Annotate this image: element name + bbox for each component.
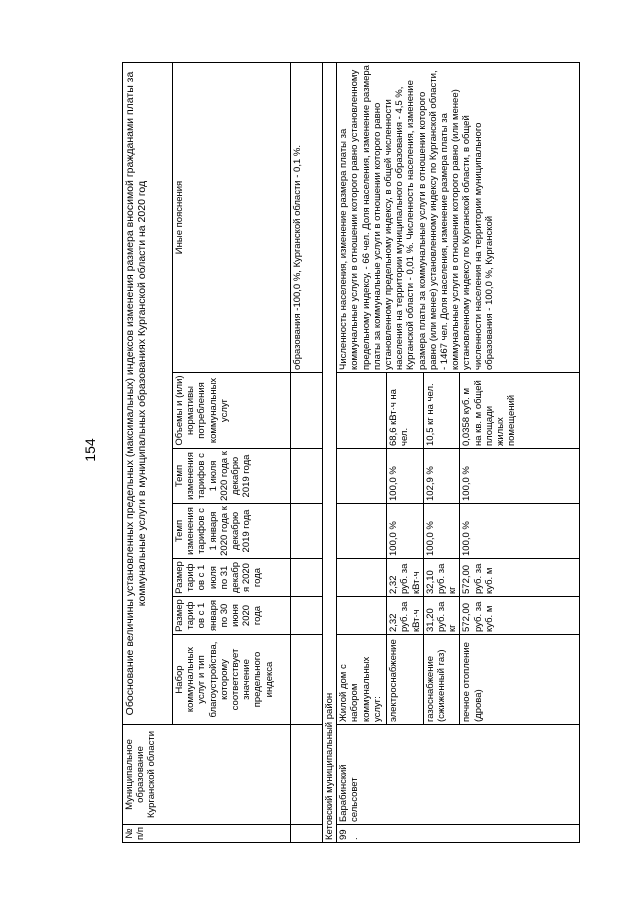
carry-volume (291, 373, 323, 449)
tariff-jul: 2,32 руб. за кВт·ч (387, 559, 424, 597)
page-number: 154 (82, 438, 98, 462)
housing-tariff-jul (337, 559, 387, 597)
carry-municipality (291, 725, 323, 825)
housing-tariff-jan (337, 597, 387, 635)
entry-housing: Жилой дом с набором коммунальных услуг: (337, 635, 387, 725)
carry-services (291, 635, 323, 725)
entry-num: 99. (337, 825, 580, 843)
housing-growth-jul (337, 449, 387, 504)
header-growth-jul: Темп изменения тарифов с 1 июля 2020 года к декабрю 2019 года (173, 449, 291, 504)
growth-jul: 100,0 % (460, 449, 580, 504)
header-notes: Иные пояснения (173, 63, 291, 373)
growth-jan: 100,0 % (423, 504, 460, 559)
growth-jan: 100,0 % (460, 504, 580, 559)
tariff-jan: 572,00 руб. за куб. м (460, 597, 580, 635)
growth-jul: 100,0 % (387, 449, 424, 504)
carry-tariff-jul (291, 559, 323, 597)
growth-jul: 102,9 % (423, 449, 460, 504)
rotated-table-container (122, 63, 637, 843)
growth-jan: 100,0 % (387, 504, 424, 559)
entry-notes: Численность населения, изменение размера платы за коммунальные услуги в отношении которого равно установленному предельному индексу, - 66 чел. Доля населения, изменение размера платы за коммунальные услуги в отношении которого равно установленному предельному индексу, в общей численности населения на территории муниципального образования - 4,5 %, Курганской области - 0,01 %. Численность населения, изменение размера платы за коммунальные услуги в отношении которого равно (или менее) установленному индексу по Курганской области, - 1467 чел. Доля населения, изменение размера платы за коммунальные услуги в отношении которого равно (или менее) установленному индексу по Курганской области, в общей численности населения на территории муниципального образования - 100,0 %, Курганской (337, 63, 580, 373)
table-title: Обоснование величины установленных предельных (максимальных) индексов изменения размера вносимой гражданами платы за коммунальные услуги в муниципальных образованиях Курганской области на 2020 год (123, 63, 173, 725)
carry-num (291, 825, 323, 843)
carry-growth-jul (291, 449, 323, 504)
volume: 0,0358 куб. м на кв. м общей площади жилых помещений (460, 373, 580, 449)
tariff-jan: 2,32 руб. за кВт·ч (387, 597, 424, 635)
service-name: печное отопление (дрова) (460, 635, 580, 725)
header-services: Набор коммунальных услуг и тип благоустройства, которому соответствует значение предельного индекса (173, 635, 291, 725)
housing-volume (337, 373, 387, 449)
header-tariff-jul: Размер тарифов с 1 июля по 31 декабря 2020 года (173, 559, 291, 597)
header-volumes: Объемы и (или) нормативы потребления коммунальных услуг (173, 373, 291, 449)
housing-growth-jan (337, 504, 387, 559)
tariff-jan: 31,20 руб. за кг (423, 597, 460, 635)
carry-tariff-jan (291, 597, 323, 635)
tariff-jul: 572,00 руб. за куб. м (460, 559, 580, 597)
service-name: газоснабжение (сжиженный газ) (423, 635, 460, 725)
service-name: электроснабжение (387, 635, 424, 725)
index-table (122, 62, 580, 843)
header-tariff-jan: Размер тарифов с 1 января по 30 июня 2020 года (173, 597, 291, 635)
volume: 10,5 кг на чел. (423, 373, 460, 449)
header-municipality: Муниципальное образование Курганской области (123, 725, 291, 825)
section-title: Кетовский муниципальный район (323, 63, 337, 843)
carry-growth-jan (291, 504, 323, 559)
tariff-jul: 32,10 руб. за кг (423, 559, 460, 597)
header-growth-jan: Темп изменения тарифов с 1 января 2020 года к декабрю 2019 года (173, 504, 291, 559)
entry-municipality: Барабинский сельсовет (337, 725, 580, 825)
header-num: № п/п (123, 825, 291, 843)
volume: 68,6 кВт·ч на чел. (387, 373, 424, 449)
carryover-note: образования -100,0 %, Курганской области - 0,1 %. (291, 63, 323, 373)
